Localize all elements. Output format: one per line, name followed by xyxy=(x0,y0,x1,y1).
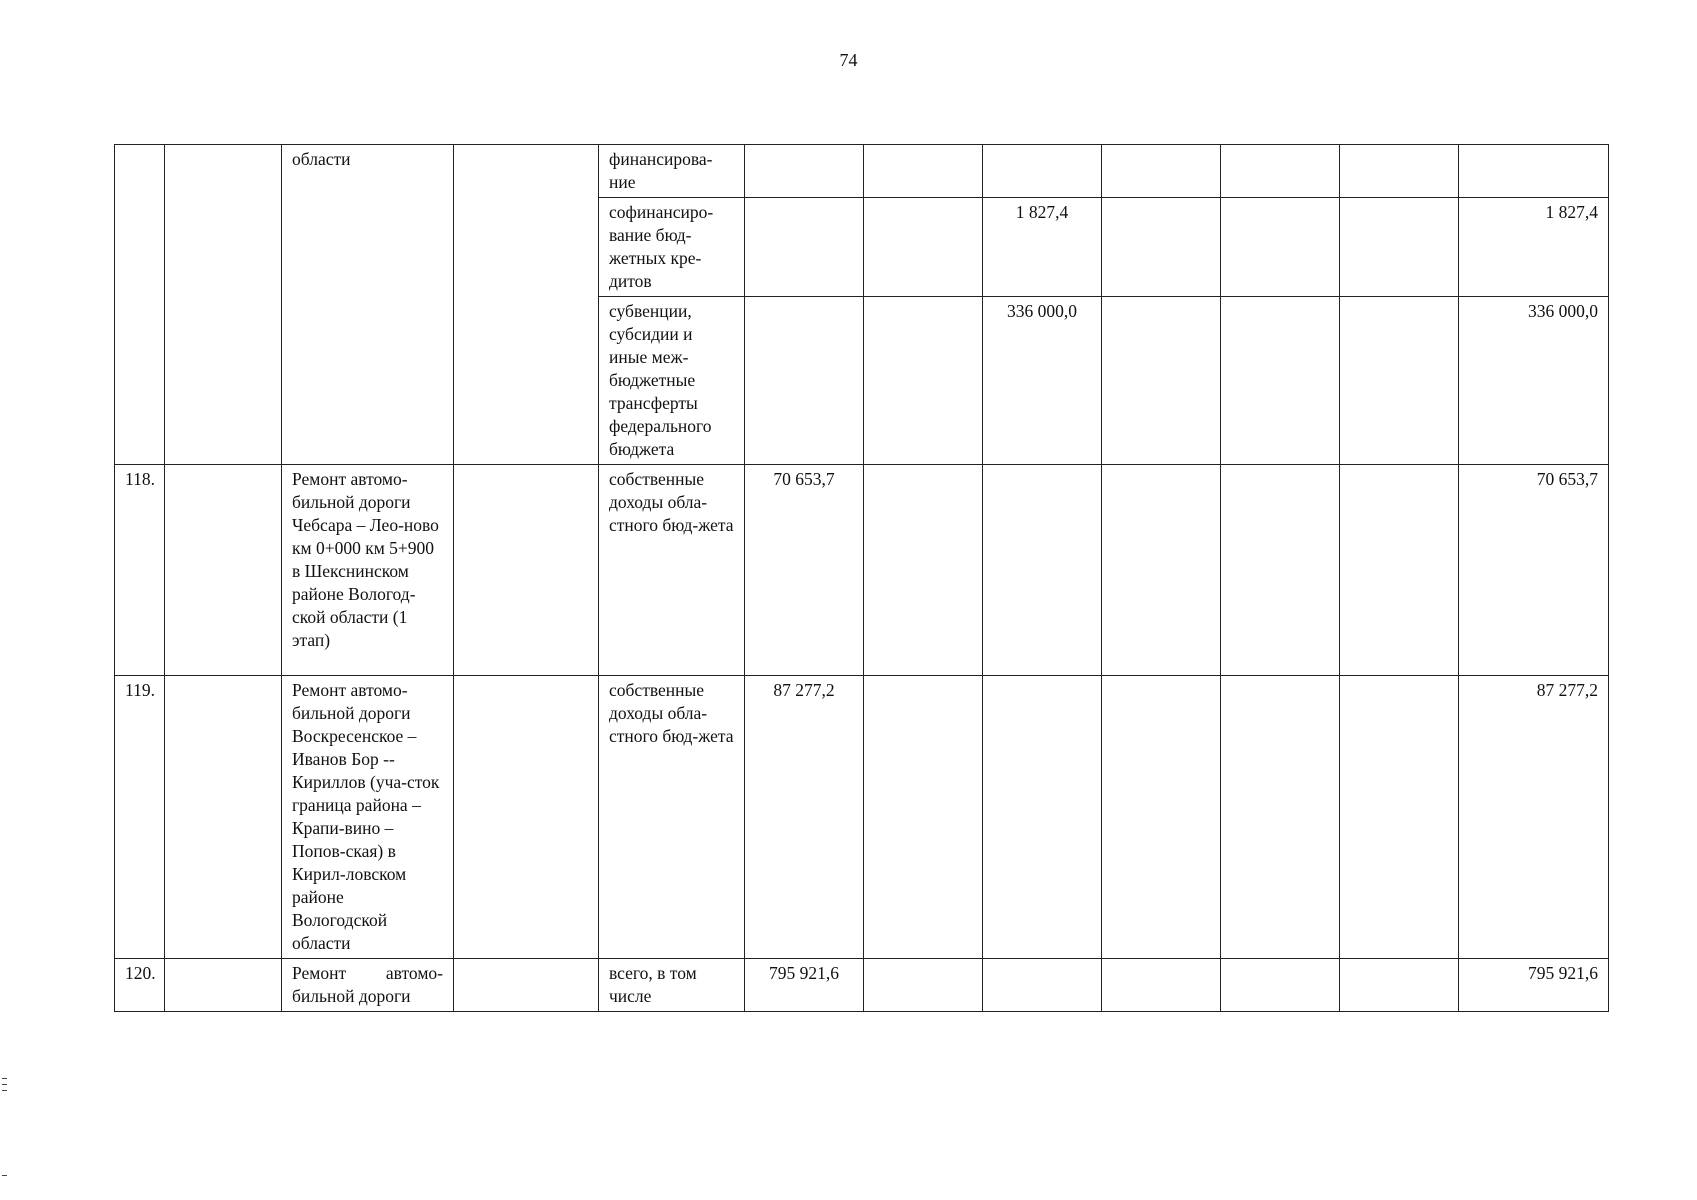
empty-cell xyxy=(1221,676,1340,959)
empty-cell xyxy=(983,959,1102,1012)
empty-cell xyxy=(165,465,282,676)
empty-cell xyxy=(1340,959,1459,1012)
amount-cell: 87 277,2 xyxy=(745,676,864,959)
empty-cell xyxy=(1340,465,1459,676)
empty-cell xyxy=(1221,959,1340,1012)
empty-cell xyxy=(1102,465,1221,676)
total-cell: 1 827,4 xyxy=(1459,198,1609,297)
empty-cell xyxy=(454,145,599,465)
funding-source-cell: софинансиро-вание бюд-жетных кре-дитов xyxy=(599,198,745,297)
empty-cell xyxy=(1221,145,1340,198)
total-cell: 70 653,7 xyxy=(1459,465,1609,676)
object-name-cell: Ремонт автомо-бильной дороги Чебсара – Лео-ново км 0+000 км 5+900 в Шекснинском районе Вологод-ской области (1 этап) xyxy=(282,465,454,676)
amount-cell xyxy=(983,145,1102,198)
empty-cell xyxy=(864,198,983,297)
amount-cell xyxy=(745,198,864,297)
empty-cell xyxy=(1340,145,1459,198)
table-row xyxy=(115,465,1609,676)
empty-cell xyxy=(864,959,983,1012)
row-number-cell: 120. xyxy=(115,959,165,1012)
row-number-cell: 119. xyxy=(115,676,165,959)
total-cell: 87 277,2 xyxy=(1459,676,1609,959)
empty-cell xyxy=(1340,297,1459,465)
scan-margin-mark xyxy=(2,1175,7,1176)
empty-cell xyxy=(1221,198,1340,297)
funding-source-cell: собственные доходы обла-стного бюд-жета xyxy=(599,676,745,959)
scan-margin-mark xyxy=(2,1090,7,1091)
budget-table xyxy=(114,144,1609,1012)
table-row xyxy=(115,959,1609,1012)
row-number-cell: 118. xyxy=(115,465,165,676)
amount-cell: 336 000,0 xyxy=(983,297,1102,465)
funding-source-cell: субвенции, субсидии и иные меж-бюджетные трансферты федерального бюджета xyxy=(599,297,745,465)
empty-cell xyxy=(1221,297,1340,465)
total-cell xyxy=(1459,145,1609,198)
object-name-cell: Ремонт автомо-бильной дороги Воскресенское – Иванов Бор -- Кириллов (уча-сток граница района – Крапи-вино – Попов-ская) в Кирил-ловском районе Вологодской области xyxy=(282,676,454,959)
empty-cell xyxy=(165,959,282,1012)
scan-margin-mark xyxy=(2,1084,7,1085)
empty-cell xyxy=(1102,198,1221,297)
empty-cell xyxy=(1340,198,1459,297)
empty-cell xyxy=(864,465,983,676)
table-row xyxy=(115,676,1609,959)
amount-cell xyxy=(745,297,864,465)
object-name-cell: области xyxy=(282,145,454,465)
empty-cell xyxy=(864,145,983,198)
empty-cell xyxy=(165,145,282,465)
object-name-cell: Ремонт автомо-бильной дороги xyxy=(282,959,454,1012)
empty-cell xyxy=(1221,465,1340,676)
empty-cell xyxy=(1102,676,1221,959)
empty-cell xyxy=(983,676,1102,959)
empty-cell xyxy=(454,465,599,676)
empty-cell xyxy=(165,676,282,959)
empty-cell xyxy=(454,959,599,1012)
table-row xyxy=(115,145,1609,198)
empty-cell xyxy=(1340,676,1459,959)
total-cell: 795 921,6 xyxy=(1459,959,1609,1012)
empty-cell xyxy=(864,297,983,465)
empty-cell xyxy=(454,676,599,959)
amount-cell xyxy=(745,145,864,198)
empty-cell xyxy=(983,465,1102,676)
funding-source-cell: всего, в том числе xyxy=(599,959,745,1012)
funding-source-cell: собственные доходы обла-стного бюд-жета xyxy=(599,465,745,676)
empty-cell xyxy=(1102,959,1221,1012)
empty-cell xyxy=(1102,145,1221,198)
amount-cell: 1 827,4 xyxy=(983,198,1102,297)
amount-cell: 795 921,6 xyxy=(745,959,864,1012)
funding-source-cell: финансирова-ние xyxy=(599,145,745,198)
scan-margin-mark xyxy=(2,1078,7,1079)
page-number: 74 xyxy=(839,50,858,70)
amount-cell: 70 653,7 xyxy=(745,465,864,676)
row-number-cell xyxy=(115,145,165,465)
total-cell: 336 000,0 xyxy=(1459,297,1609,465)
empty-cell xyxy=(864,676,983,959)
empty-cell xyxy=(1102,297,1221,465)
